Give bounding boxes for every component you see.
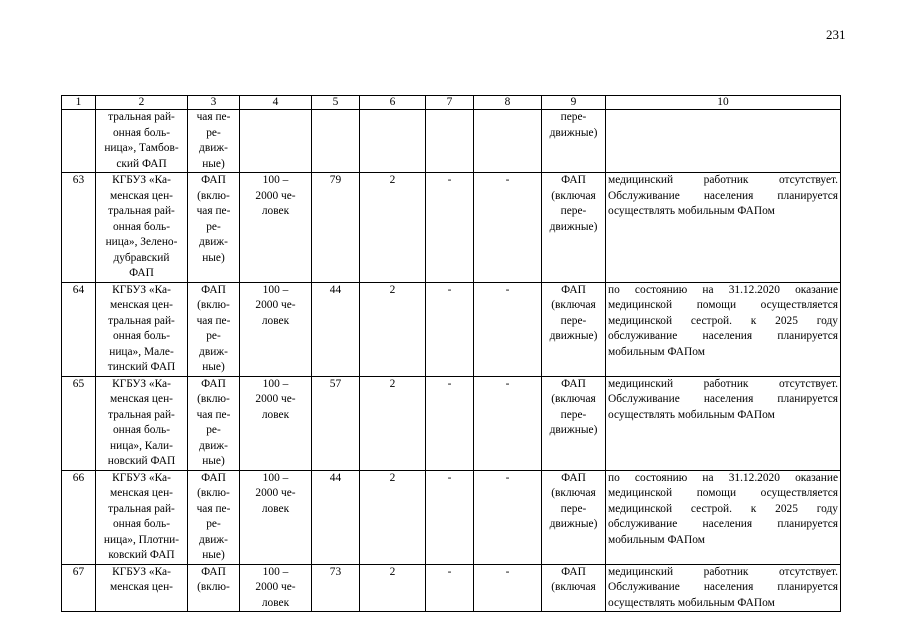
note-cell: медицинский работник отсутствует. Обслуживание населения планируется осуществлять мобильным ФАПом bbox=[606, 564, 841, 612]
facility-type-cell: ФАП (вклю- чая пе- ре- движ- ные) bbox=[188, 470, 240, 564]
population-cell: 100 – 2000 че- ловек bbox=[240, 282, 312, 376]
col-8-cell: - bbox=[474, 282, 542, 376]
facility-type-cell: ФАП (вклю- bbox=[188, 564, 240, 612]
col-6-cell: 2 bbox=[360, 173, 426, 283]
population-cell: 100 – 2000 че- ловек bbox=[240, 376, 312, 470]
target-type-cell: ФАП (включая пере- движные) bbox=[542, 470, 606, 564]
table-row bbox=[62, 173, 841, 283]
header-col-7: 7 bbox=[426, 96, 474, 110]
target-type-cell: ФАП (включая пере- движные) bbox=[542, 282, 606, 376]
col-6-cell: 2 bbox=[360, 470, 426, 564]
row-number-cell: 67 bbox=[62, 564, 96, 612]
header-col-8: 8 bbox=[474, 96, 542, 110]
col-5-cell: 44 bbox=[312, 470, 360, 564]
page-number: 231 bbox=[826, 27, 846, 42]
col-8-cell: - bbox=[474, 173, 542, 283]
header-col-3: 3 bbox=[188, 96, 240, 110]
table-row bbox=[62, 376, 841, 470]
facility-name-cell: КГБУЗ «Ка- менская цен- тральная рай- онная боль- ница», Плотни- ковский ФАП bbox=[96, 470, 188, 564]
header-col-10: 10 bbox=[606, 96, 841, 110]
target-type-cell: ФАП (включая bbox=[542, 564, 606, 612]
population-cell: 100 – 2000 че- ловек bbox=[240, 173, 312, 283]
col-6-cell: 2 bbox=[360, 376, 426, 470]
facilities-table bbox=[61, 95, 841, 612]
row-number-cell: 63 bbox=[62, 173, 96, 283]
table-row bbox=[62, 564, 841, 612]
row-number-cell: 64 bbox=[62, 282, 96, 376]
col-8-cell: - bbox=[474, 376, 542, 470]
col-8-cell: - bbox=[474, 564, 542, 612]
facility-type-cell: ФАП (вклю- чая пе- ре- движ- ные) bbox=[188, 282, 240, 376]
header-col-1: 1 bbox=[62, 96, 96, 110]
table-row bbox=[62, 470, 841, 564]
table-row bbox=[62, 282, 841, 376]
facility-name-cell: КГБУЗ «Ка- менская цен- bbox=[96, 564, 188, 612]
col-7-cell: - bbox=[426, 173, 474, 283]
population-cell: 100 – 2000 че- ловек bbox=[240, 470, 312, 564]
col-5-cell: 57 bbox=[312, 376, 360, 470]
header-col-6: 6 bbox=[360, 96, 426, 110]
target-type-cell: ФАП (включая пере- движные) bbox=[542, 376, 606, 470]
facility-name-cell: КГБУЗ «Ка- менская цен- тральная рай- онная боль- ница», Мале- тинский ФАП bbox=[96, 282, 188, 376]
header-col-9: 9 bbox=[542, 96, 606, 110]
note-cell: по состоянию на 31.12.2020 оказание медицинской помощи осуществляется медицинской сестрой. к 2025 году обслуживание населения планируется мобильным ФАПом bbox=[606, 282, 841, 376]
facility-type-cell: ФАП (вклю- чая пе- ре- движ- ные) bbox=[188, 173, 240, 283]
population-cell: 100 – 2000 че- ловек bbox=[240, 564, 312, 612]
facility-name-cell: тральная рай- онная боль- ница», Тамбов- ский ФАП bbox=[96, 110, 188, 173]
note-cell: по состоянию на 31.12.2020 оказание медицинской помощи осуществляется медицинской сестрой. к 2025 году обслуживание населения планируется мобильным ФАПом bbox=[606, 470, 841, 564]
row-number-cell: 65 bbox=[62, 376, 96, 470]
header-col-2: 2 bbox=[96, 96, 188, 110]
note-cell: медицинский работник отсутствует. Обслуживание населения планируется осуществлять мобильным ФАПом bbox=[606, 376, 841, 470]
target-type-cell: пере- движные) bbox=[542, 110, 606, 173]
header-col-5: 5 bbox=[312, 96, 360, 110]
header-col-4: 4 bbox=[240, 96, 312, 110]
target-type-cell: ФАП (включая пере- движные) bbox=[542, 173, 606, 283]
col-7-cell: - bbox=[426, 376, 474, 470]
col-5-cell: 73 bbox=[312, 564, 360, 612]
continuation-row bbox=[62, 110, 841, 173]
facility-type-cell: ФАП (вклю- чая пе- ре- движ- ные) bbox=[188, 376, 240, 470]
col-6-cell: 2 bbox=[360, 282, 426, 376]
row-number-cell: 66 bbox=[62, 470, 96, 564]
col-5-cell: 44 bbox=[312, 282, 360, 376]
col-8-cell: - bbox=[474, 470, 542, 564]
facility-type-cell: чая пе- ре- движ- ные) bbox=[188, 110, 240, 173]
note-cell: медицинский работник отсутствует. Обслуживание населения планируется осуществлять мобильным ФАПом bbox=[606, 173, 841, 283]
col-7-cell: - bbox=[426, 564, 474, 612]
header-row bbox=[62, 96, 841, 110]
col-6-cell: 2 bbox=[360, 564, 426, 612]
facility-name-cell: КГБУЗ «Ка- менская цен- тральная рай- онная боль- ница», Зелено- дубравский ФАП bbox=[96, 173, 188, 283]
col-5-cell: 79 bbox=[312, 173, 360, 283]
col-7-cell: - bbox=[426, 282, 474, 376]
col-7-cell: - bbox=[426, 470, 474, 564]
facility-name-cell: КГБУЗ «Ка- менская цен- тральная рай- онная боль- ница», Кали- новский ФАП bbox=[96, 376, 188, 470]
